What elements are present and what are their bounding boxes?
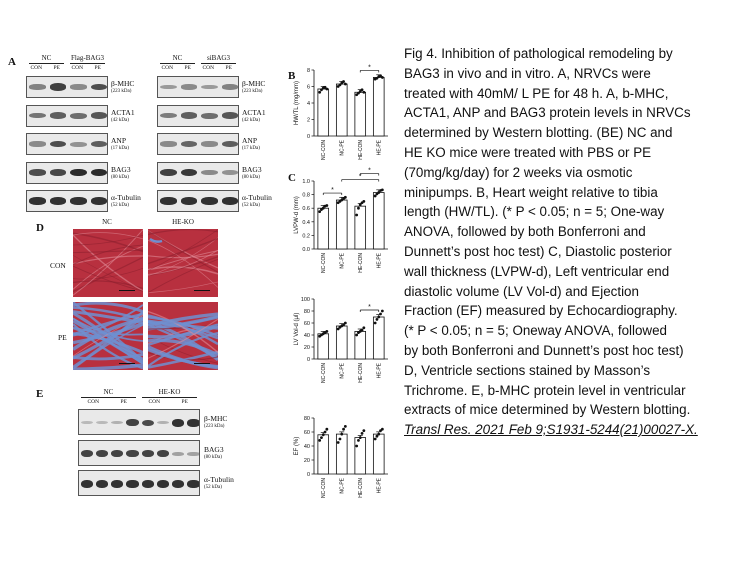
- data-point: [340, 433, 343, 436]
- data-point: [344, 83, 347, 86]
- protein-kda: (223 kDa): [111, 89, 132, 94]
- bar: [336, 200, 347, 249]
- caption-line: ACTA1, ANP and BAG3 protein levels in NRVCs: [404, 105, 691, 121]
- protein-name: α-Tubulin: [242, 193, 272, 202]
- data-point: [362, 91, 365, 94]
- protein-name: ACTA1: [242, 107, 266, 117]
- category-label: NC-CON: [320, 363, 327, 383]
- bar: [336, 434, 347, 474]
- data-point: [381, 428, 384, 431]
- panel-c-letter: C: [288, 172, 296, 184]
- category-label: HE-CON: [357, 478, 364, 498]
- chart-0: [294, 64, 388, 160]
- chart-3: [294, 416, 388, 498]
- bar: [336, 326, 347, 359]
- data-point: [362, 326, 365, 329]
- data-point: [359, 436, 362, 439]
- panel-d-col-nc: NC: [102, 218, 112, 226]
- caption-line: minipumps. B, Heart weight relative to tibia: [404, 184, 658, 200]
- protein-name: ANP: [242, 136, 258, 145]
- data-point: [362, 200, 365, 203]
- group-label: HE-KO: [158, 388, 181, 396]
- caption-line: wall thickness (LVPW-d), Left ventricular end: [404, 263, 670, 279]
- bar: [373, 193, 384, 249]
- category-label: HE-PE: [376, 478, 383, 494]
- panel-d-letter: D: [36, 222, 44, 234]
- y-tick-label: 80: [303, 416, 310, 422]
- protein-kda: (42 kDa): [242, 117, 260, 123]
- category-label: NC-CON: [320, 478, 327, 498]
- bar: [373, 77, 384, 136]
- data-point: [374, 438, 377, 441]
- data-point: [355, 445, 358, 448]
- data-point: [361, 329, 364, 332]
- caption-line: extracts of mice determined by Western blotting.: [404, 402, 691, 418]
- data-point: [344, 425, 347, 428]
- y-tick-label: 0: [306, 134, 310, 140]
- data-point: [355, 214, 358, 217]
- data-point: [320, 436, 323, 439]
- data-point: [357, 207, 360, 210]
- protein-kda: (80 kDa): [204, 455, 222, 460]
- category-label: HE-PE: [376, 363, 383, 379]
- category-label: HE-PE: [376, 140, 383, 156]
- data-point: [381, 188, 384, 191]
- data-point: [318, 439, 321, 442]
- figure-caption: [404, 44, 754, 440]
- data-point: [377, 433, 380, 436]
- protein-kda: (223 kDa): [242, 89, 263, 94]
- y-tick-label: 2: [306, 117, 310, 124]
- data-point: [342, 80, 345, 83]
- data-point: [361, 88, 364, 91]
- protein-name: BAG3: [111, 164, 131, 174]
- protein-kda: (17 kDa): [242, 146, 260, 151]
- y-tick-label: 0.6: [302, 206, 310, 213]
- chart-1: [294, 168, 388, 273]
- chart-2: [294, 297, 388, 383]
- data-point: [342, 428, 345, 431]
- y-tick-label: 0.8: [302, 192, 310, 199]
- panel-d-row-con: CON: [50, 261, 66, 270]
- y-tick-label: 0.4: [302, 219, 310, 226]
- caption-line: length (HW/TL). (* P < 0.05; n = 5; One-way: [404, 204, 665, 220]
- y-axis-label: EF (%): [294, 436, 300, 456]
- protein-name: BAG3: [242, 164, 262, 174]
- caption-line: D, Ventricle sections stained by Masson’s: [404, 362, 651, 378]
- condition-label: PE: [225, 65, 232, 71]
- protein-kda: (80 kDa): [111, 174, 129, 180]
- condition-label: PE: [120, 399, 127, 405]
- y-axis-label: HW/TL (mg/mm): [294, 80, 300, 126]
- protein-kda: (80 kDa): [242, 174, 260, 180]
- category-label: HE-CON: [357, 253, 364, 273]
- condition-label: CON: [71, 65, 84, 71]
- protein-name: BAG3: [204, 445, 224, 454]
- data-point: [325, 88, 328, 91]
- y-tick-label: 0.0: [302, 247, 310, 253]
- category-label: HE-CON: [357, 363, 364, 383]
- data-point: [381, 76, 384, 79]
- protein-name: ACTA1: [111, 107, 135, 117]
- caption-line: diastolic volume (LV Vol-d) and Ejection: [404, 283, 639, 299]
- citation-link[interactable]: Transl Res. 2021 Feb 9;S1931-5244(21)00027-X.: [404, 422, 698, 438]
- y-tick-label: 0: [306, 472, 310, 478]
- y-axis-label: LV Vol-d (μl): [294, 312, 300, 346]
- category-label: NC-PE: [339, 253, 346, 269]
- group-label: Flag-BAG3: [70, 54, 105, 62]
- bar: [336, 84, 347, 136]
- y-tick-label: 40: [303, 444, 310, 450]
- protein-kda: (17 kDa): [111, 146, 129, 151]
- y-tick-label: 0: [306, 357, 310, 363]
- panel-e-letter: E: [36, 388, 44, 400]
- caption-line: BAG3 in vivo and in vitro. A, NRVCs were: [404, 65, 651, 81]
- protein-kda: (52 kDa): [204, 485, 222, 490]
- bar: [355, 206, 366, 249]
- category-label: NC-CON: [320, 253, 327, 273]
- category-label: NC-PE: [339, 140, 346, 156]
- condition-label: PE: [53, 65, 60, 71]
- data-point: [324, 431, 327, 434]
- significance-star: *: [358, 173, 362, 181]
- data-point: [344, 322, 347, 325]
- y-tick-label: 0.2: [302, 233, 310, 240]
- data-point: [355, 334, 358, 337]
- data-point: [362, 429, 365, 432]
- caption-line: treated with 40mM/ L PE for 48 h. A, b-MHC,: [404, 85, 669, 101]
- significance-star: *: [368, 64, 371, 72]
- category-label: HE-CON: [357, 140, 364, 160]
- data-point: [339, 438, 342, 441]
- bar: [318, 208, 329, 249]
- protein-name: α-Tubulin: [204, 475, 234, 484]
- y-tick-label: 40: [303, 333, 310, 339]
- y-tick-label: 1.0: [302, 179, 310, 185]
- panel-d-col-heko: HE-KO: [172, 218, 194, 226]
- group-label: NC: [41, 54, 52, 62]
- condition-label: CON: [161, 65, 174, 71]
- protein-name: β-MHC: [204, 414, 228, 423]
- data-point: [379, 313, 382, 316]
- category-label: NC-PE: [339, 478, 346, 494]
- y-tick-label: 60: [303, 321, 310, 327]
- y-tick-label: 20: [303, 458, 310, 464]
- caption-line: (* P < 0.05; n = 5; Oneway ANOVA, followed: [404, 323, 667, 339]
- panel-d-row-pe: PE: [58, 333, 67, 342]
- caption-line: HE KO mice were treated with PBS or PE: [404, 144, 652, 160]
- data-point: [325, 204, 328, 207]
- condition-label: CON: [87, 399, 100, 405]
- condition-label: CON: [148, 399, 161, 405]
- protein-name: β-MHC: [111, 79, 135, 88]
- protein-kda: (52 kDa): [242, 203, 260, 208]
- data-point: [322, 433, 325, 436]
- protein-name: ANP: [111, 136, 127, 145]
- y-tick-label: 20: [303, 345, 310, 351]
- data-point: [381, 310, 384, 313]
- bar: [318, 89, 329, 136]
- panel-b-letter: B: [288, 70, 296, 82]
- y-tick-label: 6: [306, 84, 310, 91]
- significance-star: *: [368, 167, 371, 175]
- significance-star: *: [368, 304, 371, 311]
- condition-label: PE: [94, 65, 101, 71]
- caption-line: Fig 4. Inhibition of pathological remodeling by: [404, 46, 673, 61]
- caption-line: determined by Western blotting. (BE) NC and: [404, 125, 673, 141]
- caption-line: Dunnett’s post hoc test) C, Diastolic posterior: [404, 243, 672, 259]
- category-label: NC-PE: [339, 363, 346, 379]
- condition-label: CON: [30, 65, 43, 71]
- protein-kda: (223 kDa): [204, 424, 225, 429]
- bar: [355, 92, 366, 136]
- y-tick-label: 60: [303, 430, 310, 436]
- data-point: [376, 318, 379, 321]
- condition-label: CON: [202, 65, 215, 71]
- panel-a-letter: A: [8, 56, 16, 68]
- protein-name: α-Tubulin: [111, 193, 141, 202]
- group-label: NC: [172, 54, 183, 62]
- group-label: siBAG3: [207, 54, 230, 62]
- data-point: [318, 91, 321, 94]
- data-point: [357, 439, 360, 442]
- category-label: NC-CON: [320, 140, 327, 160]
- caption-line: ANOVA, followed by both Bonferroni and: [404, 224, 646, 240]
- caption-line: Trichrome. E, b-MHC protein level in ventricular: [404, 382, 686, 398]
- condition-label: PE: [184, 65, 191, 71]
- bar: [355, 438, 366, 474]
- y-tick-label: 100: [300, 297, 310, 303]
- data-point: [325, 330, 328, 333]
- protein-name: β-MHC: [242, 79, 266, 88]
- protein-kda: (42 kDa): [111, 117, 129, 123]
- significance-star: *: [331, 187, 334, 195]
- caption-line: Fraction (EF) measured by Echocardiography.: [404, 303, 678, 319]
- data-point: [374, 322, 377, 325]
- condition-label: PE: [181, 399, 188, 405]
- y-axis-label: LVPW-d (mm): [294, 196, 300, 234]
- y-tick-label: 4: [306, 101, 310, 107]
- y-tick-label: 80: [303, 309, 310, 315]
- caption-line: by both Bonferroni and Dunnett’s post hoc test): [404, 342, 684, 358]
- data-point: [361, 432, 364, 435]
- data-point: [325, 428, 328, 431]
- group-label: NC: [103, 388, 114, 396]
- data-point: [377, 316, 380, 319]
- y-tick-label: 8: [306, 68, 310, 74]
- caption-line: (70mg/kg/day) for 2 weeks via osmotic: [404, 164, 633, 180]
- category-label: HE-PE: [376, 253, 383, 269]
- data-point: [344, 196, 347, 199]
- protein-kda: (52 kDa): [111, 203, 129, 208]
- data-point: [337, 441, 340, 444]
